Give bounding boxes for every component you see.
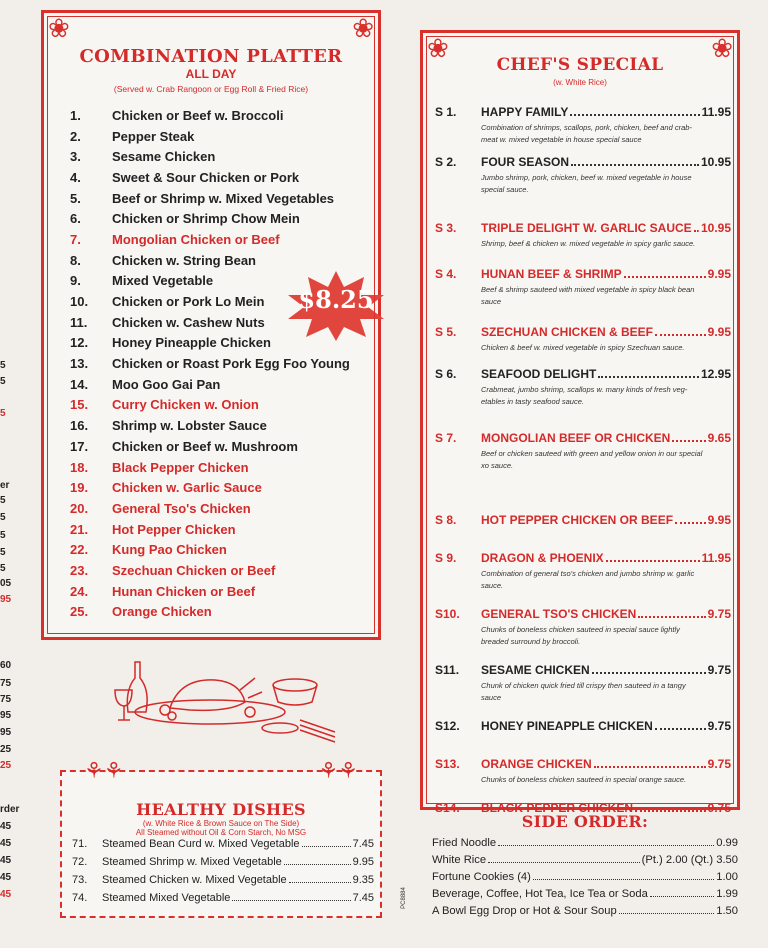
combo-item xyxy=(70,146,370,167)
chef-item-name: SESAME CHICKEN xyxy=(481,663,590,677)
chef-item-name: FOUR SEASON xyxy=(481,155,570,169)
side-order-section xyxy=(432,812,738,922)
edge-fragment: 5 xyxy=(0,530,6,541)
combo-item-name: Black Pepper Chicken xyxy=(112,459,249,475)
chef-item-header xyxy=(435,431,731,445)
edge-fragment: er xyxy=(0,480,10,491)
combo-item xyxy=(70,188,370,209)
chef-item-price: 10.95 xyxy=(700,155,731,169)
chef-item-price: 9.95 xyxy=(707,513,731,527)
combo-item-name: Kung Pao Chicken xyxy=(112,542,227,558)
chef-item-header xyxy=(435,513,731,527)
combination-platter-panel xyxy=(41,10,381,640)
combo-item-name: Chicken or Pork Lo Mein xyxy=(112,294,265,310)
dot-leader xyxy=(284,864,351,865)
chef-item-price: 12.95 xyxy=(700,367,731,381)
dot-leader xyxy=(598,376,699,378)
chef-item-price: 9.65 xyxy=(707,431,731,445)
edge-fragment: 95 xyxy=(0,727,12,738)
print-code: PC8884 xyxy=(400,887,407,909)
combo-item xyxy=(70,602,370,623)
chef-item-header xyxy=(435,719,731,733)
side-item-price: 0.99 xyxy=(716,837,738,849)
dot-leader xyxy=(655,728,706,730)
dot-leader xyxy=(498,845,714,846)
chef-item xyxy=(435,325,731,354)
healthy-item xyxy=(72,892,374,910)
combo-item-name: Chicken w. Garlic Sauce xyxy=(112,480,262,496)
chef-item-name: SZECHUAN CHICKEN & BEEF xyxy=(481,325,654,339)
chef-item xyxy=(435,431,731,472)
healthy-dishes-panel xyxy=(60,758,382,918)
chef-item-description: Beef or chicken sauteed with green and yellow onion in our special xo sauce. xyxy=(481,449,703,470)
healthy-item-number: 71. xyxy=(72,838,88,850)
chef-item xyxy=(435,155,731,196)
side-item-name: Fried Noodle xyxy=(432,837,497,849)
combo-item xyxy=(70,126,370,147)
edge-fragment: 95 xyxy=(0,710,12,721)
combo-item-number: 8. xyxy=(70,252,81,268)
chef-item-price: 9.75 xyxy=(707,757,731,771)
edge-fragment: 45 xyxy=(0,838,12,849)
side-item xyxy=(432,871,738,888)
dot-leader xyxy=(232,900,350,901)
healthy-item-name: Steamed Mixed Vegetable xyxy=(102,892,231,904)
combo-item-name: Hot Pepper Chicken xyxy=(112,521,236,537)
chef-item-description: Beef & shrimp sauteed with mixed vegetable in spicy black bean sauce xyxy=(481,285,695,306)
dot-leader xyxy=(533,879,714,880)
side-item-price: 1.50 xyxy=(716,905,738,917)
combo-item xyxy=(70,498,370,519)
chef-item-name: ORANGE CHICKEN xyxy=(481,757,592,771)
combo-item xyxy=(70,436,370,457)
combo-price: $8.25 xyxy=(298,285,374,314)
combo-item-name: Chicken or Beef w. Broccoli xyxy=(112,107,284,123)
side-item-name: Fortune Cookies (4) xyxy=(432,871,531,883)
chef-item-name: TRIPLE DELIGHT W. GARLIC SAUCE xyxy=(481,221,692,235)
healthy-item xyxy=(72,856,374,874)
combo-item-name: Beef or Shrimp w. Mixed Vegetables xyxy=(112,190,335,206)
combo-item-number: 15. xyxy=(70,397,89,413)
side-item-price: 1.99 xyxy=(716,888,738,900)
chef-item-code: S 3. xyxy=(435,221,457,235)
dot-leader xyxy=(592,672,706,674)
floral-corner-icon: ❀ xyxy=(427,33,449,63)
combo-item-name: Chicken or Roast Pork Egg Foo Young xyxy=(112,356,350,372)
edge-fragment: 5 xyxy=(0,376,6,387)
combo-item-number: 21. xyxy=(70,521,89,537)
chef-item-name: MONGOLIAN BEEF OR CHICKEN xyxy=(481,431,671,445)
dot-leader xyxy=(638,616,705,618)
chef-item xyxy=(435,719,731,733)
combo-item-name: Honey Pineapple Chicken xyxy=(112,335,271,351)
combo-item xyxy=(70,539,370,560)
combo-item xyxy=(70,208,370,229)
chef-item-code: S 6. xyxy=(435,367,457,381)
side-item-name: Beverage, Coffee, Hot Tea, Ice Tea or Soda xyxy=(432,888,648,900)
side-item-name: White Rice xyxy=(432,854,487,866)
edge-fragment: 95 xyxy=(0,594,12,605)
combo-item-number: 12. xyxy=(70,335,89,351)
combo-item-number: 19. xyxy=(70,480,89,496)
chef-item-name: DRAGON & PHOENIX xyxy=(481,551,604,565)
healthy-item-price: 9.95 xyxy=(352,856,374,868)
healthy-item-name: Steamed Bean Curd w. Mixed Vegetable xyxy=(102,838,300,850)
food-illustration xyxy=(110,650,340,750)
combo-item-number: 7. xyxy=(70,231,81,247)
chef-item xyxy=(435,551,731,592)
chef-item-description: Chunks of boneless chicken sauteed in special sauce lightly breaded surround by broccoli. xyxy=(481,625,680,646)
combo-item xyxy=(70,229,370,250)
combo-subtitle: ALL DAY xyxy=(185,67,237,81)
chef-item-name: HONEY PINEAPPLE CHICKEN xyxy=(481,719,653,733)
chef-item-code: S12. xyxy=(435,719,460,733)
chef-item-code: S11. xyxy=(435,663,460,677)
combo-item-name: Mongolian Chicken or Beef xyxy=(112,231,280,247)
combo-item-number: 25. xyxy=(70,604,89,620)
combo-item xyxy=(70,250,370,271)
combo-item xyxy=(70,167,370,188)
combo-item-number: 17. xyxy=(70,438,89,454)
combo-item xyxy=(70,560,370,581)
chef-item-code: S 9. xyxy=(435,551,457,565)
roast-platter-icon xyxy=(110,650,340,750)
combo-item-name: Chicken w. Cashew Nuts xyxy=(112,314,265,330)
chefs-special-panel xyxy=(420,30,740,815)
healthy-item xyxy=(72,874,374,892)
chef-item xyxy=(435,663,731,704)
combo-item-name: Pepper Steak xyxy=(112,128,195,144)
chef-item-header xyxy=(435,607,731,621)
healthy-item-price: 9.35 xyxy=(352,874,374,886)
chef-item-code: S 4. xyxy=(435,267,457,281)
combo-item-number: 23. xyxy=(70,562,89,578)
chef-item-price: 9.75 xyxy=(707,663,731,677)
dot-leader xyxy=(571,164,699,166)
combo-title: COMBINATION PLATTER xyxy=(79,46,343,67)
side-item-price: 1.00 xyxy=(716,871,738,883)
chef-item-code: S10. xyxy=(435,607,460,621)
chef-item-header xyxy=(435,221,731,235)
combo-note: (Served w. Crab Rangoon or Egg Roll & Fried Rice) xyxy=(113,84,309,94)
dancers-icon: ⚘⚘ xyxy=(318,758,358,783)
chef-item-header xyxy=(435,105,731,119)
healthy-item-price: 7.45 xyxy=(352,892,374,904)
chef-item xyxy=(435,757,731,786)
edge-fragment: 45 xyxy=(0,889,12,900)
dot-leader xyxy=(570,114,699,116)
dot-leader xyxy=(650,896,714,897)
edge-fragment: 45 xyxy=(0,872,12,883)
chef-item-price: 11.95 xyxy=(701,105,731,119)
combo-item-number: 24. xyxy=(70,583,89,599)
combo-item xyxy=(70,519,370,540)
chef-item-name: SEAFOOD DELIGHT xyxy=(481,367,597,381)
side-item xyxy=(432,837,738,854)
combo-item-number: 22. xyxy=(70,542,89,558)
edge-fragment: 60 xyxy=(0,660,12,671)
combo-item-name: Curry Chicken w. Onion xyxy=(112,397,259,413)
chef-item-description: Combination of general tso's chicken and jumbo shrimp w. garlic sauce. xyxy=(481,569,695,590)
combo-list xyxy=(70,105,370,622)
healthy-note-2: All Steamed without Oil & Corn Starch, No MSG xyxy=(135,828,307,837)
combo-item-number: 11. xyxy=(70,314,88,330)
dot-leader xyxy=(619,913,715,914)
edge-fragment: rder xyxy=(0,804,20,815)
chef-item-price: 9.95 xyxy=(707,267,731,281)
healthy-item xyxy=(72,838,374,856)
combo-item xyxy=(70,415,370,436)
side-item xyxy=(432,854,738,871)
combo-item-name: Shrimp w. Lobster Sauce xyxy=(112,418,267,434)
combo-item-number: 1. xyxy=(70,107,81,123)
edge-fragment: 5 xyxy=(0,408,6,419)
floral-corner-icon: ❀ xyxy=(711,33,733,63)
chef-item-price: 11.95 xyxy=(701,551,731,565)
dot-leader xyxy=(655,334,706,336)
combo-item xyxy=(70,581,370,602)
chef-item-code: S13. xyxy=(435,757,460,771)
combo-item-name: General Tso's Chicken xyxy=(112,500,251,516)
edge-fragment: 25 xyxy=(0,760,12,771)
edge-fragment: 75 xyxy=(0,678,12,689)
chef-title: CHEF'S SPECIAL xyxy=(496,55,664,75)
chef-item xyxy=(435,267,731,308)
combo-item-number: 13. xyxy=(70,356,89,372)
chef-item xyxy=(435,221,731,250)
combo-item xyxy=(70,374,370,395)
combo-item-number: 2. xyxy=(70,128,81,144)
chef-item-name: HOT PEPPER CHICKEN OR BEEF xyxy=(481,513,674,527)
healthy-item-number: 72. xyxy=(72,856,88,868)
side-item-name: A Bowl Egg Drop or Hot & Sour Soup xyxy=(432,905,617,917)
side-item xyxy=(432,888,738,905)
combo-item-name: Chicken or Beef w. Mushroom xyxy=(112,438,298,454)
combo-item-number: 4. xyxy=(70,169,81,185)
chef-item-code: S 7. xyxy=(435,431,457,445)
combo-item-name: Sesame Chicken xyxy=(112,149,216,165)
healthy-title: HEALTHY DISHES xyxy=(136,800,306,819)
chef-item-header xyxy=(435,663,731,677)
dot-leader xyxy=(302,846,351,847)
healthy-item-number: 73. xyxy=(72,874,88,886)
healthy-list xyxy=(72,838,374,910)
chef-item-price: 10.95 xyxy=(700,221,731,235)
combo-item-name: Chicken or Shrimp Chow Mein xyxy=(112,211,300,227)
chef-item-price: 9.75 xyxy=(707,801,731,815)
chef-item-price: 9.75 xyxy=(707,607,731,621)
dot-leader xyxy=(624,276,706,278)
combo-item-name: Sweet & Sour Chicken or Pork xyxy=(112,169,300,185)
chef-item xyxy=(435,105,731,146)
healthy-item-price: 7.45 xyxy=(352,838,374,850)
combo-item xyxy=(70,477,370,498)
floral-corner-icon: ❀ xyxy=(352,13,374,43)
chef-item-description: Chicken & beef w. mixed vegetable in spicy Szechuan sauce. xyxy=(481,343,685,352)
combo-item-name: Szechuan Chicken or Beef xyxy=(112,562,276,578)
chef-item-code: S 8. xyxy=(435,513,457,527)
chef-item xyxy=(435,607,731,648)
edge-fragment: 5 xyxy=(0,495,6,506)
chef-item-description: Chunk of chicken quick fried till crispy then sauteed in a tangy sauce xyxy=(481,681,686,702)
edge-fragment: 45 xyxy=(0,821,12,832)
side-item-price: (Pt.) 2.00 (Qt.) 3.50 xyxy=(641,854,738,866)
healthy-note-1: (w. White Rice & Brown Sauce on The Side) xyxy=(142,819,300,828)
chef-item-price: 9.75 xyxy=(707,719,731,733)
combo-item-number: 5. xyxy=(70,190,81,206)
dot-leader xyxy=(606,560,700,562)
healthy-item-name: Steamed Chicken w. Mixed Vegetable xyxy=(102,874,287,886)
dot-leader xyxy=(289,882,351,883)
chef-item-code: S 2. xyxy=(435,155,457,169)
combo-item-number: 14. xyxy=(70,376,89,392)
combo-item-name: Mixed Vegetable xyxy=(112,273,214,289)
dancers-icon: ⚘⚘ xyxy=(84,758,124,783)
edge-fragment: 5 xyxy=(0,360,6,371)
dot-leader xyxy=(488,862,640,863)
chef-note: (w. White Rice) xyxy=(553,78,607,87)
chef-item-header xyxy=(435,551,731,565)
chef-item-description: Crabmeat, jumbo shrimp, scallops w. many kinds of fresh veg-etables in tasty seafood sauce. xyxy=(481,385,688,406)
combo-item xyxy=(70,105,370,126)
chef-item-description: Shrimp, beef & chicken w. mixed vegetable in spicy garlic sauce. xyxy=(481,239,696,248)
combo-item-number: 16. xyxy=(70,418,89,434)
floral-corner-icon: ❀ xyxy=(48,13,70,43)
dot-leader xyxy=(672,440,705,442)
price-burst xyxy=(286,271,386,341)
chef-item-header xyxy=(435,367,731,381)
healthy-item-name: Steamed Shrimp w. Mixed Vegetable xyxy=(102,856,282,868)
chef-item-header xyxy=(435,267,731,281)
side-list xyxy=(432,837,738,922)
edge-fragment: 5 xyxy=(0,512,6,523)
edge-fragment: 25 xyxy=(0,744,12,755)
chef-item-price: 9.95 xyxy=(707,325,731,339)
healthy-item-number: 74. xyxy=(72,892,88,904)
combo-item-number: 9. xyxy=(70,273,81,289)
combo-item xyxy=(70,457,370,478)
combo-item-number: 18. xyxy=(70,459,89,475)
chef-item-name: BLACK PEPPER CHICKEN xyxy=(481,801,634,815)
chef-item-code: S 5. xyxy=(435,325,457,339)
chef-item-description: Chunks of boneless chicken sauteed in special orange sauce. xyxy=(481,775,687,784)
combo-item-number: 3. xyxy=(70,149,81,165)
edge-fragment: 5 xyxy=(0,547,6,558)
chef-item-header xyxy=(435,757,731,771)
combo-item xyxy=(70,395,370,416)
chef-item xyxy=(435,367,731,408)
combo-item-number: 20. xyxy=(70,500,89,516)
dot-leader xyxy=(694,230,699,232)
combo-item-number: 6. xyxy=(70,211,81,227)
combo-item-name: Orange Chicken xyxy=(112,604,212,620)
combo-item-number: 10. xyxy=(70,294,89,310)
chef-item-name: HUNAN BEEF & SHRIMP xyxy=(481,267,622,281)
dot-leader xyxy=(675,522,706,524)
chef-item-name: HAPPY FAMILY xyxy=(481,105,569,119)
chef-item-name: GENERAL TSO'S CHICKEN xyxy=(481,607,637,621)
side-item xyxy=(432,905,738,922)
dot-leader xyxy=(594,766,706,768)
combo-item-name: Chicken w. String Bean xyxy=(112,252,256,268)
edge-fragment: 5 xyxy=(0,563,6,574)
chef-item xyxy=(435,513,731,527)
chef-item-code: S 1. xyxy=(435,105,457,119)
combo-item-name: Hunan Chicken or Beef xyxy=(112,583,256,599)
edge-fragment: 75 xyxy=(0,694,12,705)
chef-item-code: S14. xyxy=(435,801,460,815)
chef-item-description: Combination of shrimps, scallops, pork, chicken, beef and crab-meat w. mixed vegetable in house special sauce xyxy=(481,123,692,144)
combo-item-name: Moo Goo Gai Pan xyxy=(112,376,221,392)
chef-item-description: Jumbo shrimp, pork, chicken, beef w. mixed vegetable in house special sauce. xyxy=(481,173,692,194)
edge-fragment: 45 xyxy=(0,855,12,866)
side-title: SIDE ORDER: xyxy=(521,812,649,831)
chef-item-header xyxy=(435,325,731,339)
edge-fragment: 05 xyxy=(0,578,12,589)
chef-item-header xyxy=(435,155,731,169)
combo-item xyxy=(70,353,370,374)
